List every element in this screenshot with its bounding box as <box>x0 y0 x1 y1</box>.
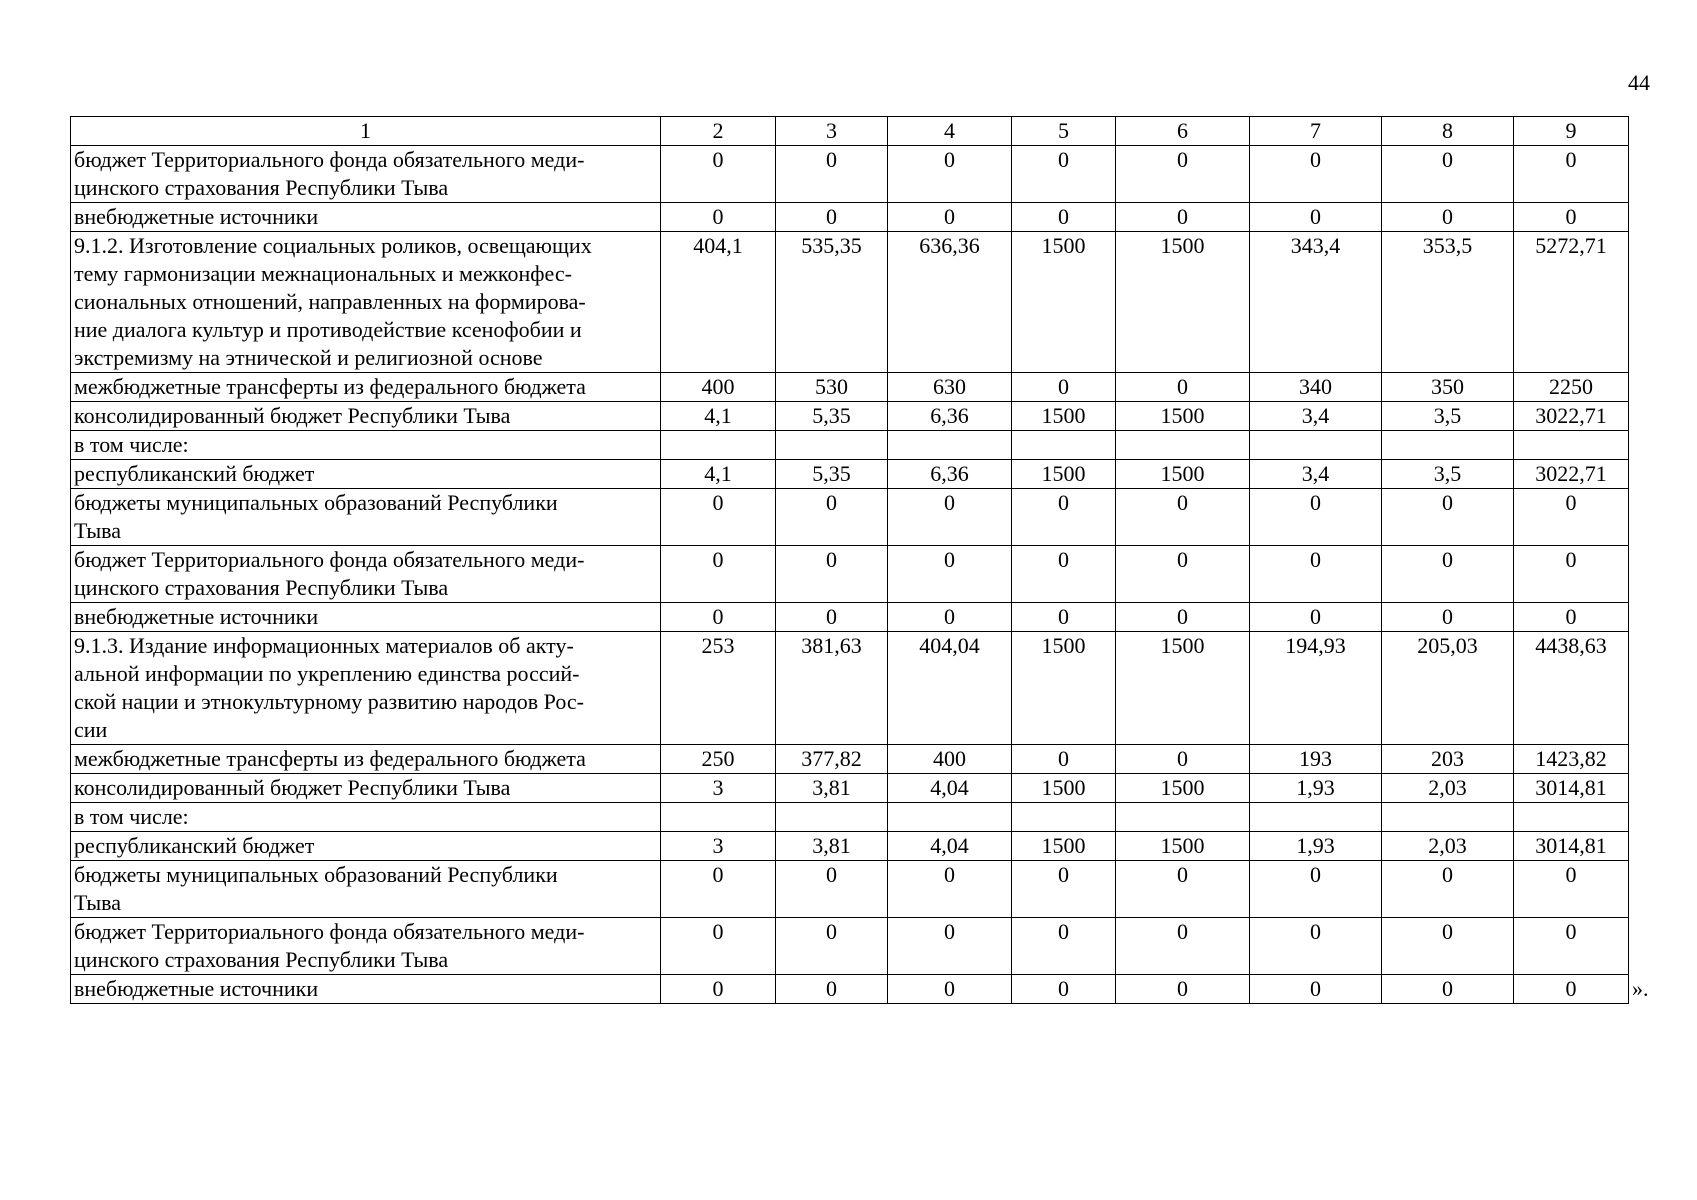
value-cell: 0 <box>661 603 776 632</box>
row-label: бюджет Территориального фонда обязательного меди- цинского страхования Республики Тыва <box>71 918 661 975</box>
value-cell <box>776 431 888 460</box>
value-cell: 0 <box>1116 203 1250 232</box>
row-label: республиканский бюджет <box>71 832 661 861</box>
value-cell: 3022,71 <box>1514 402 1629 431</box>
row-label: межбюджетные трансферты из федерального бюджета <box>71 373 661 402</box>
value-cell: 3,4 <box>1250 460 1382 489</box>
value-cell: 1500 <box>1116 460 1250 489</box>
value-cell: 0 <box>1116 603 1250 632</box>
closing-quote-mark: ». <box>1632 976 1649 1001</box>
value-cell: 0 <box>888 861 1012 918</box>
value-cell: 0 <box>1382 146 1514 203</box>
value-cell <box>1116 431 1250 460</box>
value-cell: 0 <box>776 975 888 1004</box>
value-cell: 2250 <box>1514 373 1629 402</box>
value-cell: 0 <box>888 546 1012 603</box>
value-cell: 3,4 <box>1250 402 1382 431</box>
value-cell: 5272,71 <box>1514 232 1629 373</box>
row-label: в том числе: <box>71 803 661 832</box>
value-cell: 5,35 <box>776 402 888 431</box>
value-cell: 0 <box>1382 918 1514 975</box>
value-cell: 0 <box>776 603 888 632</box>
table-row <box>71 632 1629 745</box>
table-row <box>71 975 1629 1004</box>
value-cell: 0 <box>661 918 776 975</box>
value-cell: 0 <box>1382 975 1514 1004</box>
value-cell: 5,35 <box>776 460 888 489</box>
column-header-7: 7 <box>1250 117 1382 146</box>
value-cell: 0 <box>1514 203 1629 232</box>
value-cell: 0 <box>1382 203 1514 232</box>
value-cell: 0 <box>1514 861 1629 918</box>
column-header-5: 5 <box>1012 117 1116 146</box>
table-row <box>71 203 1629 232</box>
value-cell: 0 <box>888 489 1012 546</box>
value-cell: 4,1 <box>661 402 776 431</box>
value-cell: 205,03 <box>1382 632 1514 745</box>
value-cell: 0 <box>1012 603 1116 632</box>
value-cell: 194,93 <box>1250 632 1382 745</box>
value-cell: 2,03 <box>1382 774 1514 803</box>
value-cell: 530 <box>776 373 888 402</box>
value-cell <box>1382 803 1514 832</box>
value-cell: 0 <box>1250 203 1382 232</box>
value-cell: 404,1 <box>661 232 776 373</box>
value-cell: 381,63 <box>776 632 888 745</box>
value-cell: 1423,82 <box>1514 745 1629 774</box>
value-cell: 350 <box>1382 373 1514 402</box>
row-label: консолидированный бюджет Республики Тыва <box>71 402 661 431</box>
value-cell: 0 <box>1514 975 1629 1004</box>
table-row <box>71 803 1629 832</box>
value-cell: 3,5 <box>1382 460 1514 489</box>
value-cell: 630 <box>888 373 1012 402</box>
row-label: межбюджетные трансферты из федерального бюджета <box>71 745 661 774</box>
value-cell: 3,5 <box>1382 402 1514 431</box>
value-cell: 1500 <box>1012 832 1116 861</box>
value-cell: 0 <box>1116 546 1250 603</box>
value-cell: 3,81 <box>776 774 888 803</box>
value-cell: 0 <box>1116 489 1250 546</box>
value-cell: 0 <box>1012 861 1116 918</box>
value-cell: 0 <box>1250 918 1382 975</box>
value-cell: 3022,71 <box>1514 460 1629 489</box>
table-row <box>71 232 1629 373</box>
row-label: бюджет Территориального фонда обязательного меди- цинского страхования Республики Тыва <box>71 546 661 603</box>
column-header-3: 3 <box>776 117 888 146</box>
value-cell <box>1012 803 1116 832</box>
value-cell: 0 <box>1250 861 1382 918</box>
value-cell <box>1116 803 1250 832</box>
table-row <box>71 918 1629 975</box>
value-cell: 0 <box>1382 603 1514 632</box>
value-cell <box>776 803 888 832</box>
value-cell: 0 <box>1514 489 1629 546</box>
value-cell: 377,82 <box>776 745 888 774</box>
value-cell <box>1514 803 1629 832</box>
value-cell: 0 <box>661 203 776 232</box>
value-cell: 193 <box>1250 745 1382 774</box>
value-cell: 0 <box>776 918 888 975</box>
value-cell: 1500 <box>1012 402 1116 431</box>
value-cell: 4,1 <box>661 460 776 489</box>
value-cell: 0 <box>1012 546 1116 603</box>
value-cell: 0 <box>888 203 1012 232</box>
value-cell: 0 <box>661 861 776 918</box>
table-row <box>71 861 1629 918</box>
table-row <box>71 774 1629 803</box>
value-cell: 250 <box>661 745 776 774</box>
value-cell <box>661 431 776 460</box>
value-cell <box>1250 803 1382 832</box>
value-cell: 0 <box>1382 546 1514 603</box>
value-cell: 1500 <box>1012 232 1116 373</box>
value-cell: 0 <box>1012 373 1116 402</box>
value-cell: 0 <box>776 203 888 232</box>
value-cell: 636,36 <box>888 232 1012 373</box>
value-cell: 0 <box>1116 861 1250 918</box>
row-label: 9.1.3. Издание информационных материалов об акту- альной информации по укреплению единства россий- ской нации и этнокультурному развитию народов Рос- сии <box>71 632 661 745</box>
value-cell: 1500 <box>1012 460 1116 489</box>
value-cell: 0 <box>1012 146 1116 203</box>
value-cell: 0 <box>1012 489 1116 546</box>
table-row <box>71 402 1629 431</box>
value-cell: 1500 <box>1116 632 1250 745</box>
value-cell: 3 <box>661 832 776 861</box>
column-header-1: 1 <box>71 117 661 146</box>
value-cell: 1500 <box>1012 632 1116 745</box>
table-row <box>71 832 1629 861</box>
table-row <box>71 373 1629 402</box>
value-cell: 0 <box>1116 745 1250 774</box>
value-cell: 4,04 <box>888 774 1012 803</box>
value-cell: 0 <box>888 146 1012 203</box>
value-cell: 4,04 <box>888 832 1012 861</box>
value-cell <box>1382 431 1514 460</box>
column-header-9: 9 <box>1514 117 1629 146</box>
column-header-2: 2 <box>661 117 776 146</box>
table-row <box>71 489 1629 546</box>
value-cell: 0 <box>1250 489 1382 546</box>
value-cell <box>888 431 1012 460</box>
table-row <box>71 431 1629 460</box>
value-cell: 253 <box>661 632 776 745</box>
value-cell: 0 <box>1116 975 1250 1004</box>
budget-table <box>70 116 1629 1004</box>
value-cell: 0 <box>1382 489 1514 546</box>
value-cell: 1,93 <box>1250 832 1382 861</box>
value-cell: 0 <box>1382 861 1514 918</box>
value-cell: 0 <box>1250 546 1382 603</box>
row-label: 9.1.2. Изготовление социальных роликов, освещающих тему гармонизации межнациональных и межконфес- сиональных отношений, направленных на формирова- ние диалога культур и противодействие ксенофобии и экстремизму на этнической и религиозной основе <box>71 232 661 373</box>
value-cell: 0 <box>1250 603 1382 632</box>
table-row <box>71 745 1629 774</box>
table-row <box>71 603 1629 632</box>
value-cell: 0 <box>776 546 888 603</box>
value-cell: 0 <box>1514 146 1629 203</box>
table-row <box>71 146 1629 203</box>
row-label: консолидированный бюджет Республики Тыва <box>71 774 661 803</box>
row-label: бюджеты муниципальных образований Республики Тыва <box>71 489 661 546</box>
value-cell: 0 <box>1012 203 1116 232</box>
value-cell <box>888 803 1012 832</box>
value-cell: 203 <box>1382 745 1514 774</box>
value-cell: 3,81 <box>776 832 888 861</box>
value-cell: 0 <box>888 975 1012 1004</box>
row-label: внебюджетные источники <box>71 603 661 632</box>
value-cell: 0 <box>1250 975 1382 1004</box>
value-cell <box>661 803 776 832</box>
value-cell <box>1514 431 1629 460</box>
value-cell: 404,04 <box>888 632 1012 745</box>
value-cell: 1,93 <box>1250 774 1382 803</box>
value-cell: 0 <box>1012 975 1116 1004</box>
value-cell: 400 <box>661 373 776 402</box>
value-cell: 0 <box>1250 146 1382 203</box>
value-cell: 0 <box>661 489 776 546</box>
value-cell: 1500 <box>1012 774 1116 803</box>
value-cell: 0 <box>776 489 888 546</box>
row-label: внебюджетные источники <box>71 975 661 1004</box>
value-cell <box>1012 431 1116 460</box>
value-cell: 0 <box>888 918 1012 975</box>
value-cell: 1500 <box>1116 402 1250 431</box>
value-cell: 0 <box>1514 546 1629 603</box>
value-cell: 0 <box>776 146 888 203</box>
row-label: внебюджетные источники <box>71 203 661 232</box>
row-label: бюджеты муниципальных образований Республики Тыва <box>71 861 661 918</box>
row-label: республиканский бюджет <box>71 460 661 489</box>
value-cell: 2,03 <box>1382 832 1514 861</box>
value-cell: 535,35 <box>776 232 888 373</box>
value-cell: 343,4 <box>1250 232 1382 373</box>
column-header-6: 6 <box>1116 117 1250 146</box>
value-cell: 0 <box>661 975 776 1004</box>
value-cell: 0 <box>1012 918 1116 975</box>
value-cell: 1500 <box>1116 774 1250 803</box>
value-cell: 0 <box>776 861 888 918</box>
value-cell: 0 <box>661 146 776 203</box>
column-header-8: 8 <box>1382 117 1514 146</box>
value-cell: 353,5 <box>1382 232 1514 373</box>
value-cell: 0 <box>1116 373 1250 402</box>
value-cell: 4438,63 <box>1514 632 1629 745</box>
table-row <box>71 546 1629 603</box>
value-cell: 0 <box>661 546 776 603</box>
value-cell: 340 <box>1250 373 1382 402</box>
page-number: 44 <box>1628 70 1650 95</box>
value-cell: 1500 <box>1116 232 1250 373</box>
value-cell: 400 <box>888 745 1012 774</box>
value-cell: 3014,81 <box>1514 832 1629 861</box>
value-cell: 0 <box>1116 146 1250 203</box>
value-cell: 3 <box>661 774 776 803</box>
table-row <box>71 460 1629 489</box>
value-cell <box>1250 431 1382 460</box>
header-row <box>71 117 1629 146</box>
value-cell: 1500 <box>1116 832 1250 861</box>
value-cell: 0 <box>1012 745 1116 774</box>
value-cell: 0 <box>888 603 1012 632</box>
value-cell: 6,36 <box>888 460 1012 489</box>
table-body <box>71 146 1629 1004</box>
row-label: в том числе: <box>71 431 661 460</box>
value-cell: 6,36 <box>888 402 1012 431</box>
row-label: бюджет Территориального фонда обязательного меди- цинского страхования Республики Тыва <box>71 146 661 203</box>
value-cell: 0 <box>1514 918 1629 975</box>
value-cell: 0 <box>1514 603 1629 632</box>
value-cell: 0 <box>1116 918 1250 975</box>
value-cell: 3014,81 <box>1514 774 1629 803</box>
column-header-4: 4 <box>888 117 1012 146</box>
